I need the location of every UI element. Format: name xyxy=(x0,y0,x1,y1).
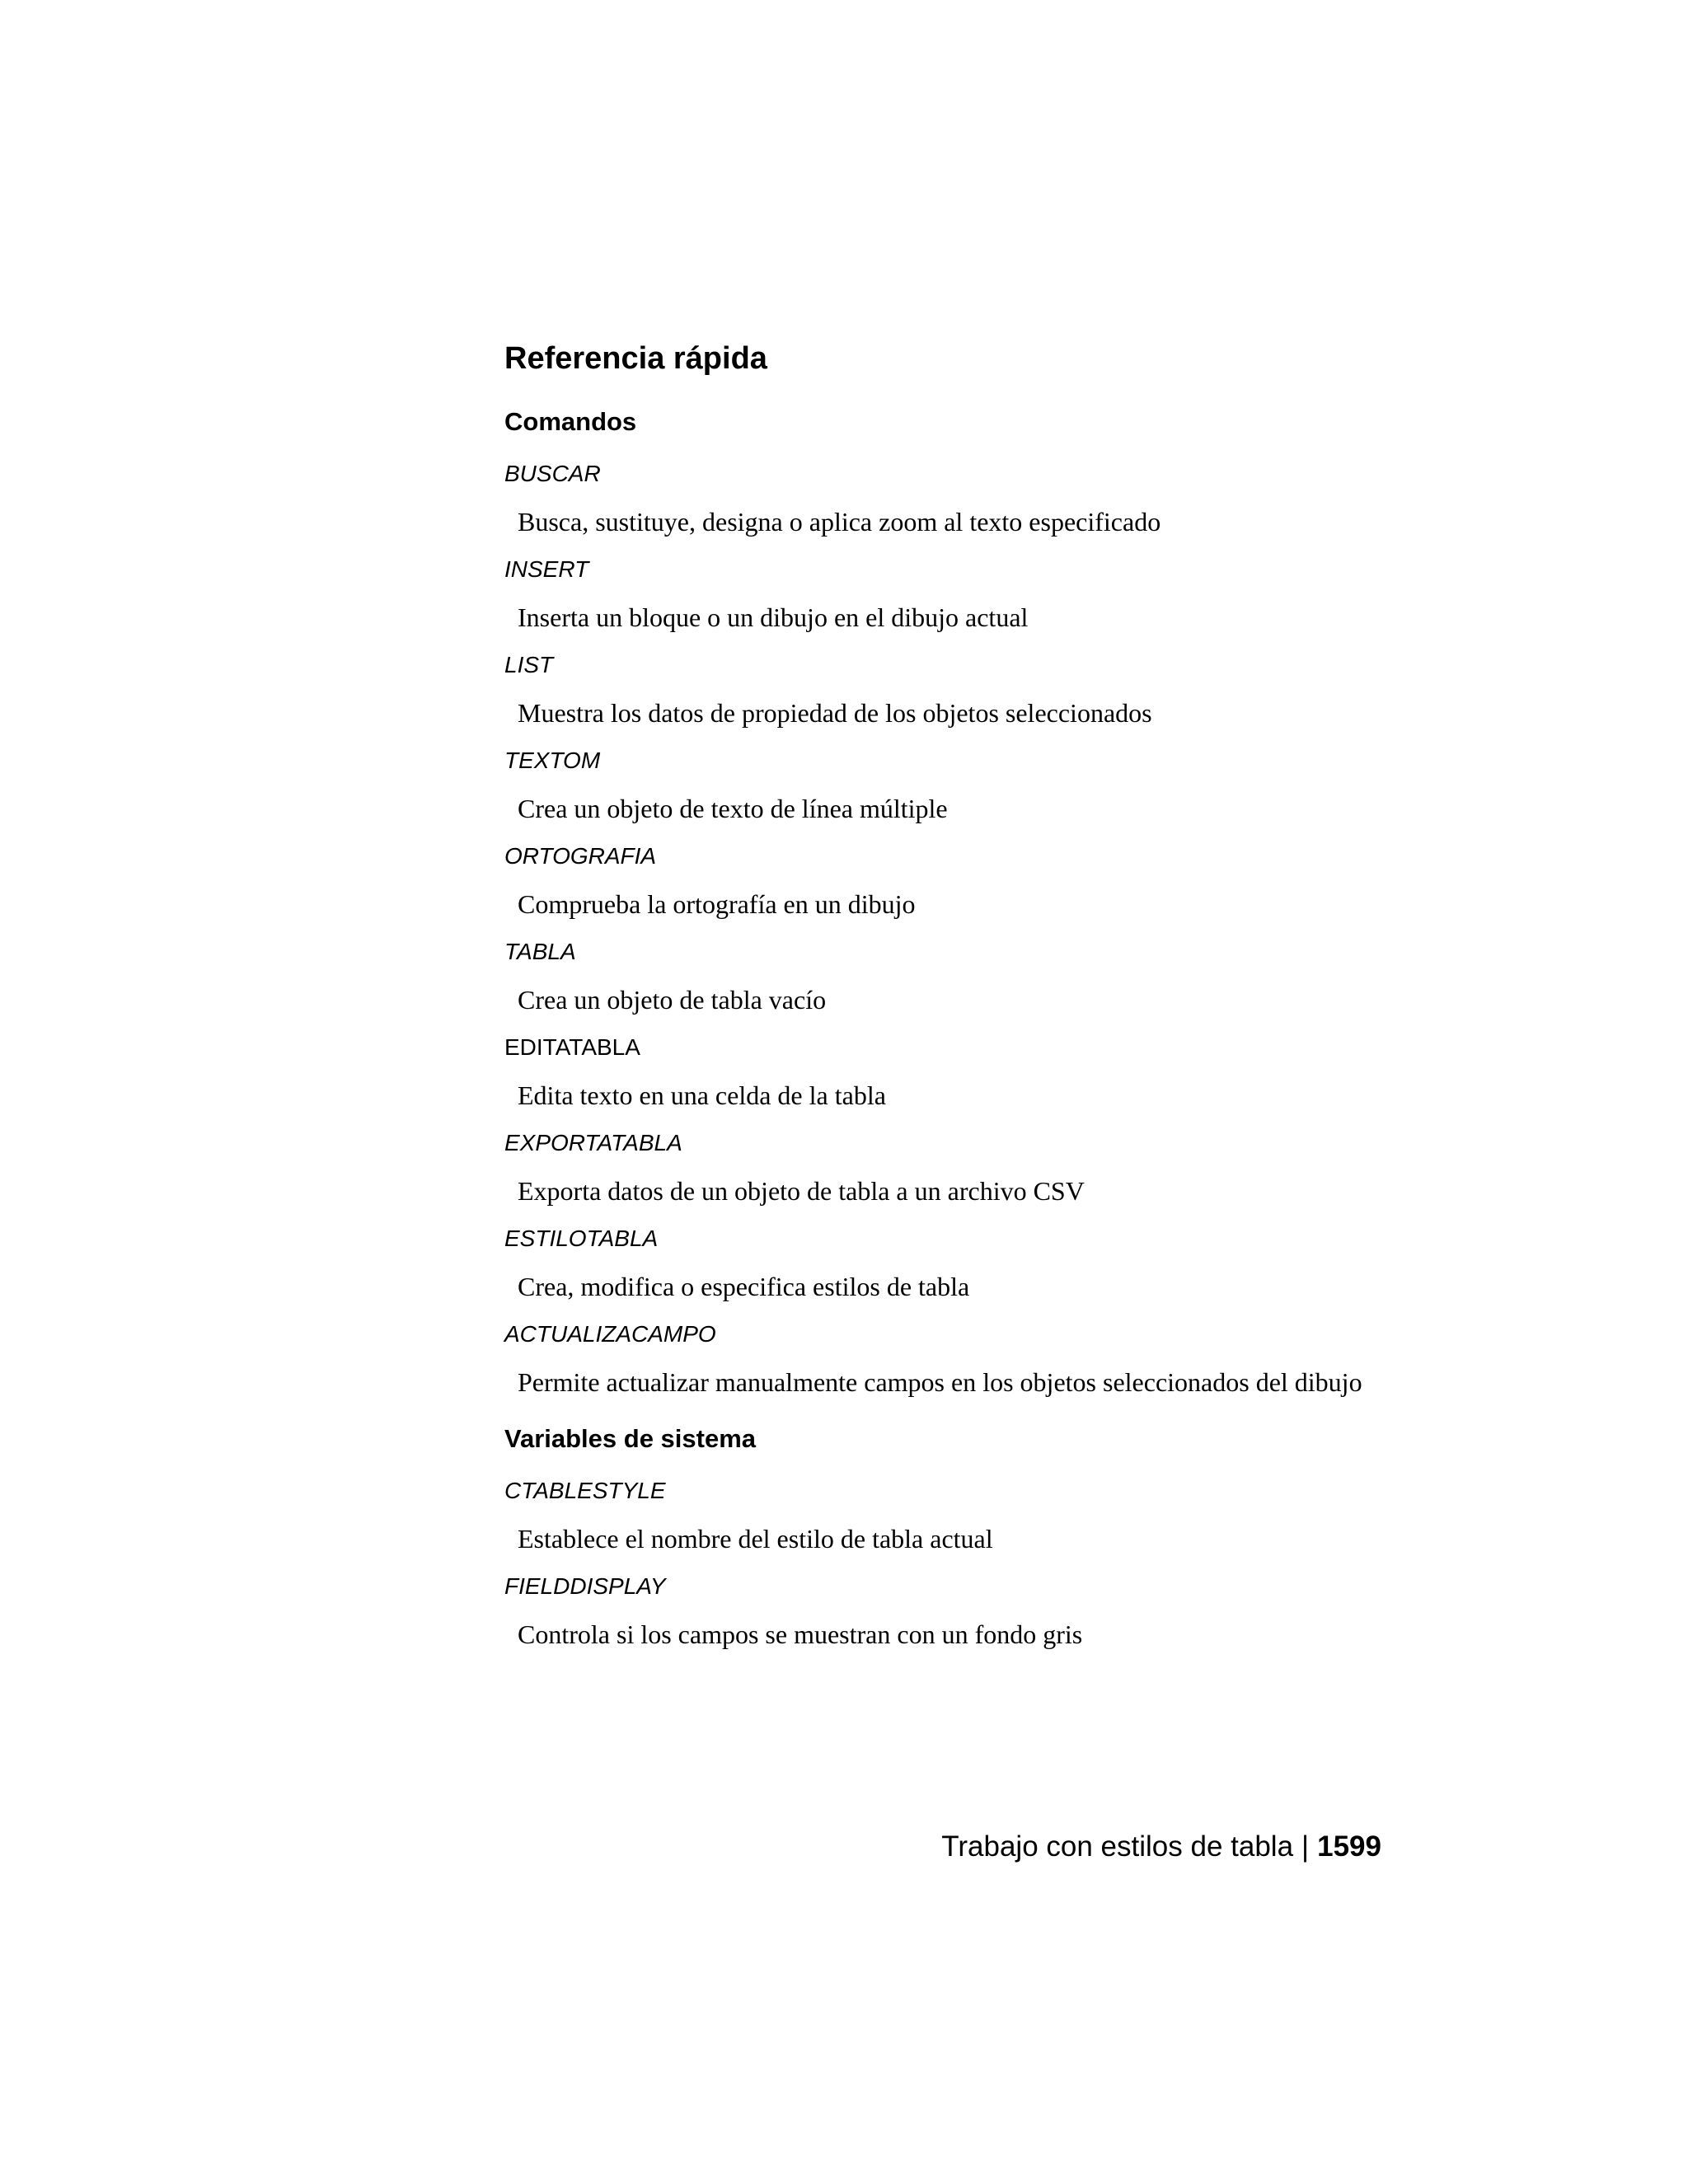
command-term: ESTILOTABLA xyxy=(504,1226,659,1251)
variable-term: FIELDDISPLAY xyxy=(504,1573,666,1599)
command-description: Exporta datos de un objeto de tabla a un archivo CSV xyxy=(518,1176,1085,1206)
command-term: TEXTOM xyxy=(504,748,601,773)
page-number: 1599 xyxy=(1317,1830,1381,1863)
variable-entry xyxy=(504,1475,1386,1554)
command-entry xyxy=(504,841,1386,920)
command-description: Edita texto en una celda de la tabla xyxy=(518,1080,886,1110)
command-description: Crea un objeto de texto de línea múltiple xyxy=(518,794,948,823)
command-term: EDITATABLA xyxy=(504,1034,640,1060)
system-variables-heading: Variables de sistema xyxy=(504,1424,757,1453)
footer-chapter-title: Trabajo con estilos de tabla xyxy=(941,1830,1294,1863)
command-entry xyxy=(504,745,1386,824)
command-entry xyxy=(504,649,1386,729)
command-description: Crea, modifica o especifica estilos de tabla xyxy=(518,1272,970,1301)
variable-description: Controla si los campos se muestran con un fondo gris xyxy=(518,1619,1083,1649)
footer-separator: | xyxy=(1301,1830,1310,1863)
command-description: Crea un objeto de tabla vacío xyxy=(518,985,827,1015)
command-entry xyxy=(504,458,1386,537)
command-term: TABLA xyxy=(504,939,576,964)
command-description: Inserta un bloque o un dibujo en el dibujo actual xyxy=(518,602,1029,632)
command-entry xyxy=(504,1127,1386,1207)
commands-heading: Comandos xyxy=(504,407,637,436)
command-entry xyxy=(504,936,1386,1015)
command-term: BUSCAR xyxy=(504,461,601,486)
command-term: INSERT xyxy=(504,556,589,582)
command-term: ORTOGRAFIA xyxy=(504,843,657,869)
command-entry xyxy=(504,1223,1386,1302)
command-entry xyxy=(504,1032,1386,1111)
command-entry xyxy=(504,1319,1386,1398)
command-term: ACTUALIZACAMPO xyxy=(504,1321,716,1347)
variable-term: CTABLESTYLE xyxy=(504,1478,666,1503)
command-description: Muestra los datos de propiedad de los objetos seleccionados xyxy=(518,698,1152,728)
section-title: Referencia rápida xyxy=(504,341,767,376)
page-content xyxy=(504,338,1386,1666)
command-term: EXPORTATABLA xyxy=(504,1130,682,1155)
command-description: Permite actualizar manualmente campos en los objetos seleccionados del dibujo xyxy=(518,1367,1362,1397)
command-entry xyxy=(504,554,1386,633)
page-footer xyxy=(941,1828,1381,1866)
variable-entry xyxy=(504,1571,1386,1650)
variable-description: Establece el nombre del estilo de tabla actual xyxy=(518,1524,993,1554)
command-description: Comprueba la ortografía en un dibujo xyxy=(518,889,916,919)
command-term: LIST xyxy=(504,652,554,677)
command-description: Busca, sustituye, designa o aplica zoom al texto especificado xyxy=(518,507,1161,537)
